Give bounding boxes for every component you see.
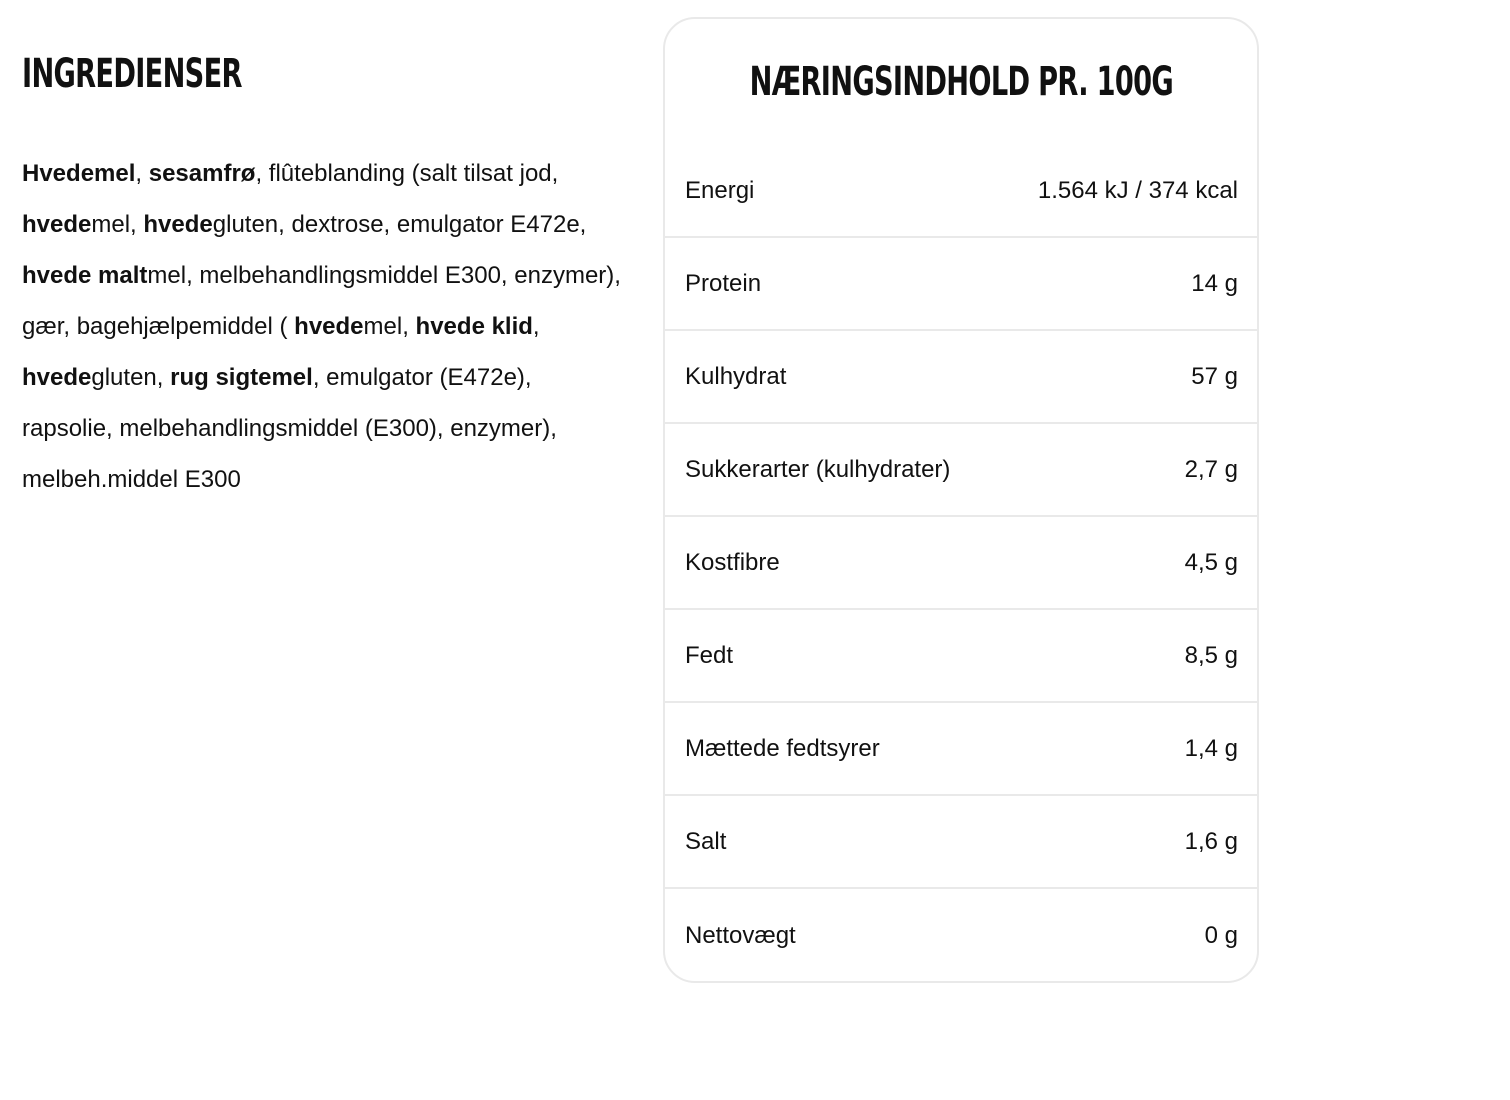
ingredient-allergen: hvede xyxy=(294,313,364,340)
ingredients-text xyxy=(22,148,622,505)
nutrition-row-kulhydrat xyxy=(665,331,1257,424)
nutrition-row-maettede-fedtsyrer xyxy=(665,703,1257,796)
ingredient-segment: , xyxy=(135,160,149,187)
ingredient-allergen: hvede xyxy=(22,211,92,238)
nutrition-title-wrap xyxy=(665,19,1257,145)
nutrition-row-salt xyxy=(665,796,1257,889)
nutrition-row-fedt xyxy=(665,610,1257,703)
nutrition-value: 1,4 g xyxy=(1184,734,1238,762)
nutrition-label: Kulhydrat xyxy=(685,362,787,390)
nutrition-value: 8,5 g xyxy=(1184,641,1238,669)
nutrition-label: Energi xyxy=(685,176,755,204)
ingredient-segment: gluten, xyxy=(91,364,171,391)
nutrition-value: 57 g xyxy=(1191,362,1238,390)
ingredient-allergen: hvede klid xyxy=(415,313,533,340)
nutrition-row-kostfibre xyxy=(665,517,1257,610)
ingredient-segment: , flûteblanding (salt tilsat jod, xyxy=(255,160,559,187)
ingredient-allergen: hvede malt xyxy=(22,262,148,289)
nutrition-label: Mættede fedtsyrer xyxy=(685,734,880,762)
nutrition-label: Salt xyxy=(685,827,727,855)
nutrition-value: 2,7 g xyxy=(1184,455,1238,483)
nutrition-label: Kostfibre xyxy=(685,548,780,576)
nutrition-value: 14 g xyxy=(1191,269,1238,297)
ingredient-segment: mel, melbehandlingsmiddel E300, enzymer), gær, bagehjælpemiddel ( xyxy=(22,262,621,340)
nutrition-label: Protein xyxy=(685,269,762,297)
ingredient-segment: , xyxy=(532,313,540,340)
ingredients-heading: INGREDIENSER xyxy=(22,51,242,97)
nutrition-value: 1,6 g xyxy=(1184,827,1238,855)
ingredient-allergen: sesamfrø xyxy=(148,160,256,187)
nutrition-row-sukkerarter xyxy=(665,424,1257,517)
nutrition-value: 0 g xyxy=(1204,921,1238,949)
nutrition-title: NÆRINGSINDHOLD PR. 100G xyxy=(749,59,1173,105)
ingredient-segment: , emulgator (E472e), rapsolie, melbehandlingsmiddel (E300), enzymer), melbeh.middel E300 xyxy=(22,364,557,493)
ingredient-segment: gluten, dextrose, emulgator E472e, xyxy=(212,211,587,238)
nutrition-row-nettovaegt xyxy=(665,889,1257,982)
nutrition-row-protein xyxy=(665,238,1257,331)
nutrition-label: Fedt xyxy=(685,641,734,669)
nutrition-value: 1.564 kJ / 374 kcal xyxy=(1037,176,1238,204)
ingredient-allergen: hvede xyxy=(22,364,92,391)
nutrition-value: 4,5 g xyxy=(1184,548,1238,576)
nutrition-label: Nettovægt xyxy=(685,921,796,949)
ingredient-allergen: hvede xyxy=(143,211,213,238)
ingredient-allergen: rug sigtemel xyxy=(170,364,313,391)
ingredient-allergen: Hvedemel xyxy=(22,160,136,187)
nutrition-row-energi xyxy=(665,145,1257,238)
ingredients-section xyxy=(22,40,622,529)
ingredient-segment: mel, xyxy=(363,313,416,340)
ingredient-segment: mel, xyxy=(91,211,144,238)
nutrition-card xyxy=(663,17,1259,983)
nutrition-table xyxy=(665,145,1257,982)
nutrition-label: Sukkerarter (kulhydrater) xyxy=(685,455,951,483)
